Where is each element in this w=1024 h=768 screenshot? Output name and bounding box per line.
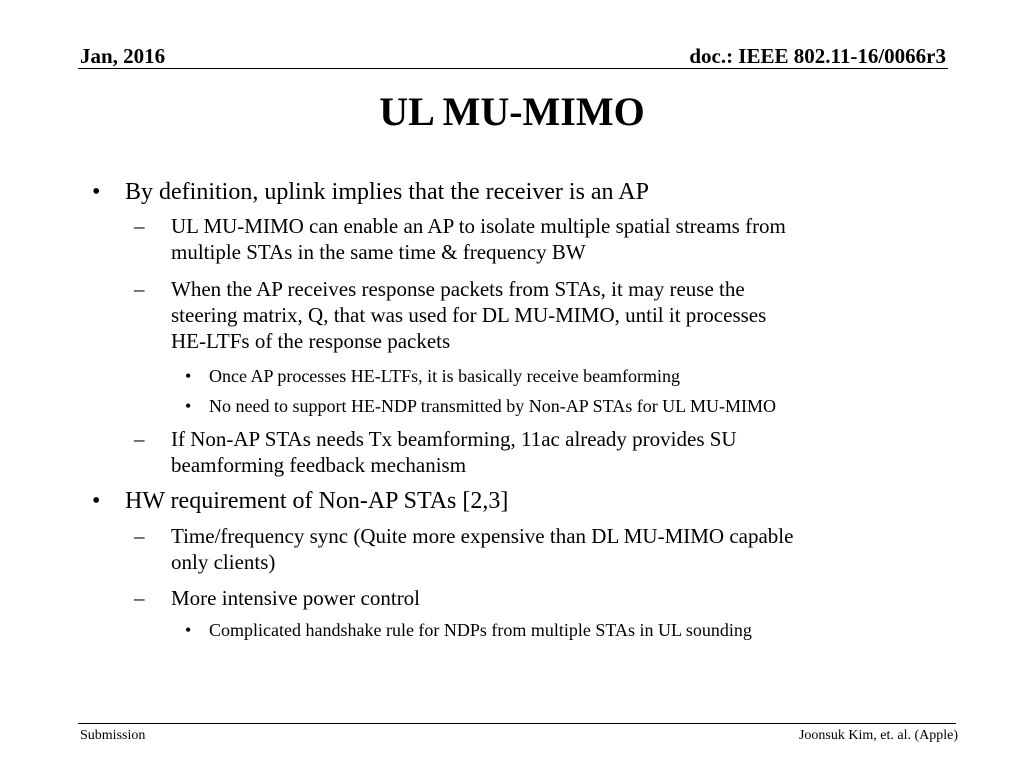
bullet-text (171, 523, 793, 575)
bullet-line: multiple STAs in the same time & frequency BW (171, 240, 586, 264)
bullet-text (171, 276, 766, 354)
bullet-marker: – (134, 214, 145, 238)
bullet-text (171, 213, 786, 265)
header-doc-id: doc.: IEEE 802.11-16/0066r3 (689, 44, 946, 68)
bullet-text: HW requirement of Non-AP STAs [2,3] (125, 488, 509, 514)
bullet-2-2-1 (185, 619, 752, 641)
slide-title: UL MU-MIMO (379, 89, 645, 134)
bullet-1-3 (134, 426, 737, 478)
bullet-1-2 (134, 276, 766, 354)
bullet-line: steering matrix, Q, that was used for DL MU-MIMO, until it processes (171, 303, 767, 327)
bullet-line: Time/frequency sync (Quite more expensive than DL MU-MIMO capable (171, 524, 794, 548)
bullet-text: More intensive power control (171, 586, 421, 610)
bullet-marker: • (92, 179, 101, 205)
bullet-line: HE-LTFs of the response packets (171, 329, 451, 353)
footer-submission: Submission (80, 728, 146, 743)
bullet-marker: • (92, 488, 101, 514)
bullet-1 (80, 179, 649, 205)
bullet-marker: • (185, 366, 192, 386)
bullet-2 (80, 488, 508, 514)
footer-author: Joonsuk Kim, et. al. (Apple) (798, 728, 958, 743)
header-rule (78, 68, 948, 69)
footer-rule (78, 723, 956, 724)
bullet-1-1 (134, 213, 786, 265)
bullet-marker: – (134, 427, 145, 451)
bullet-marker: – (134, 524, 145, 548)
bullet-line: If Non-AP STAs needs Tx beamforming, 11ac already provides SU (171, 427, 737, 451)
bullet-text: Complicated handshake rule for NDPs from multiple STAs in UL sounding (209, 620, 752, 640)
bullet-1-2-1 (185, 365, 680, 387)
bullet-line: beamforming feedback mechanism (171, 453, 467, 477)
bullet-marker: • (185, 620, 192, 640)
bullet-2-1 (134, 523, 793, 575)
bullet-text: By definition, uplink implies that the receiver is an AP (125, 179, 649, 205)
bullet-2-2 (134, 585, 420, 611)
bullet-line: When the AP receives response packets from STAs, it may reuse the (171, 277, 745, 301)
bullet-text: Once AP processes HE-LTFs, it is basically receive beamforming (209, 366, 681, 386)
header-date: Jan, 2016 (80, 44, 166, 68)
bullet-marker: – (134, 277, 145, 301)
bullet-line: only clients) (171, 550, 276, 574)
bullet-marker: – (134, 586, 145, 610)
bullet-text: No need to support HE-NDP transmitted by Non-AP STAs for UL MU-MIMO (209, 396, 777, 416)
bullet-marker: • (185, 396, 192, 416)
bullet-text (171, 426, 737, 478)
bullet-line: UL MU-MIMO can enable an AP to isolate multiple spatial streams from (171, 214, 786, 238)
bullet-1-2-2 (185, 395, 776, 417)
